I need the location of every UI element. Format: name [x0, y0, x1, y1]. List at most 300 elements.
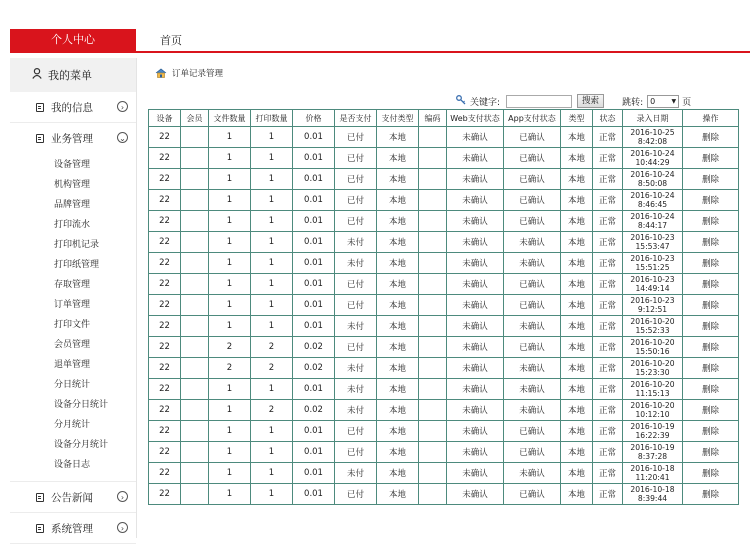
delete-link[interactable]: 删除 [683, 232, 739, 253]
submenu-item[interactable]: 打印纸管理 [54, 260, 100, 270]
table-cell: 0.01 [293, 295, 335, 316]
sidebar-section[interactable] [10, 92, 136, 123]
entry-date: 2016-10-20 [630, 400, 675, 410]
delete-link[interactable]: 删除 [683, 421, 739, 442]
table-cell: 本地 [377, 295, 419, 316]
table-row [149, 274, 739, 295]
table-cell [419, 484, 447, 505]
table-cell: 1 [251, 127, 293, 148]
delete-link[interactable]: 删除 [683, 337, 739, 358]
table-cell: 正常 [593, 148, 623, 169]
entry-time: 10:12:10 [635, 410, 670, 419]
key-icon [456, 95, 466, 108]
table-cell: 已付 [335, 274, 377, 295]
column-header: 支付类型 [377, 110, 419, 127]
table-cell [419, 337, 447, 358]
table-cell: 本地 [377, 484, 419, 505]
entry-time: 14:49:14 [635, 284, 670, 293]
table-cell: 1 [251, 484, 293, 505]
home-icon [155, 68, 167, 78]
column-header: 状态 [593, 110, 623, 127]
table-cell: 未付 [335, 358, 377, 379]
table-cell: 22 [149, 463, 181, 484]
table-cell: 2 [209, 358, 251, 379]
table-cell: 未确认 [504, 379, 561, 400]
table-cell: 1 [251, 442, 293, 463]
date-cell [623, 358, 683, 379]
table-cell: 正常 [593, 232, 623, 253]
entry-date: 2016-10-19 [630, 442, 675, 452]
table-cell: 22 [149, 127, 181, 148]
submenu-item[interactable]: 设备管理 [54, 160, 91, 170]
table-cell: 22 [149, 421, 181, 442]
entry-date: 2016-10-23 [630, 274, 675, 284]
table-cell: 正常 [593, 400, 623, 421]
chevron-down-icon: ▼ [671, 97, 677, 105]
table-cell: 22 [149, 211, 181, 232]
table-cell [181, 337, 209, 358]
submenu-item[interactable]: 订单管理 [54, 300, 91, 310]
table-cell: 22 [149, 379, 181, 400]
entry-time: 11:20:41 [635, 473, 670, 482]
entry-date: 2016-10-23 [630, 295, 675, 305]
table-cell [181, 400, 209, 421]
delete-link[interactable]: 删除 [683, 169, 739, 190]
table-cell [181, 484, 209, 505]
table-cell: 已付 [335, 127, 377, 148]
chevron-down-icon[interactable]: ⌄ [117, 132, 128, 143]
table-cell: 已确认 [504, 337, 561, 358]
table-cell: 2 [209, 337, 251, 358]
table-cell: 0.01 [293, 169, 335, 190]
table-cell [181, 316, 209, 337]
table-cell: 本地 [561, 442, 593, 463]
table-cell: 正常 [593, 190, 623, 211]
delete-link[interactable]: 删除 [683, 211, 739, 232]
entry-date: 2016-10-23 [630, 232, 675, 242]
table-cell: 已确认 [504, 127, 561, 148]
table-cell: 本地 [561, 127, 593, 148]
table-cell: 正常 [593, 421, 623, 442]
table-cell: 未确认 [447, 379, 504, 400]
date-cell [623, 253, 683, 274]
table-cell: 2 [251, 337, 293, 358]
search-bar [456, 94, 691, 108]
submenu-item[interactable]: 设备日志 [54, 460, 91, 470]
table-cell: 1 [209, 274, 251, 295]
keyword-input[interactable] [506, 95, 572, 108]
table-cell: 正常 [593, 337, 623, 358]
table-cell: 正常 [593, 358, 623, 379]
table-cell: 已确认 [504, 190, 561, 211]
entry-date: 2016-10-24 [630, 169, 675, 179]
table-cell: 未确认 [447, 127, 504, 148]
delete-link[interactable]: 删除 [683, 400, 739, 421]
table-row [149, 421, 739, 442]
table-cell: 本地 [377, 190, 419, 211]
table-cell: 已付 [335, 484, 377, 505]
table-cell: 1 [209, 316, 251, 337]
table-cell: 本地 [561, 400, 593, 421]
delete-link[interactable]: 删除 [683, 295, 739, 316]
top-bar [0, 0, 750, 52]
table-cell: 未确认 [447, 211, 504, 232]
table-cell: 1 [209, 484, 251, 505]
date-cell [623, 232, 683, 253]
table-cell: 未付 [335, 379, 377, 400]
table-cell: 1 [251, 253, 293, 274]
submenu-item[interactable]: 分月统计 [54, 420, 91, 430]
sidebar-section-label: 业务管理 [51, 132, 93, 145]
table-cell: 正常 [593, 127, 623, 148]
table-cell [181, 421, 209, 442]
table-cell: 0.01 [293, 148, 335, 169]
column-header: 录入日期 [623, 110, 683, 127]
table-cell: 0.01 [293, 232, 335, 253]
date-cell [623, 484, 683, 505]
chevron-right-icon[interactable]: › [117, 101, 128, 112]
entry-date: 2016-10-19 [630, 421, 675, 431]
table-cell: 22 [149, 295, 181, 316]
table-row [149, 253, 739, 274]
column-header: 会员 [181, 110, 209, 127]
sidebar-section-label: 公告新闻 [51, 491, 93, 504]
table-cell: 未确认 [504, 232, 561, 253]
table-cell: 22 [149, 169, 181, 190]
table-cell: 本地 [561, 148, 593, 169]
date-cell [623, 169, 683, 190]
table-cell: 22 [149, 400, 181, 421]
table-cell: 未确认 [447, 463, 504, 484]
table-cell [419, 232, 447, 253]
table-cell: 1 [209, 295, 251, 316]
delete-link[interactable]: 删除 [683, 148, 739, 169]
table-cell [181, 358, 209, 379]
table-cell: 本地 [561, 253, 593, 274]
submenu-item[interactable]: 打印机记录 [54, 240, 100, 250]
entry-time: 9:12:51 [637, 305, 668, 314]
table-cell: 本地 [377, 421, 419, 442]
page-select[interactable] [647, 95, 679, 108]
submenu-item[interactable]: 机构管理 [54, 180, 91, 190]
entry-time: 15:50:16 [635, 347, 670, 356]
entry-time: 15:53:47 [635, 242, 670, 251]
delete-link[interactable]: 删除 [683, 379, 739, 400]
search-button[interactable]: 搜索 [577, 94, 604, 108]
submenu-item[interactable]: 退单管理 [54, 360, 91, 370]
table-cell [419, 127, 447, 148]
table-cell: 1 [209, 421, 251, 442]
table-cell: 本地 [377, 274, 419, 295]
table-cell: 0.01 [293, 421, 335, 442]
table-cell: 未确认 [447, 169, 504, 190]
table-cell [181, 190, 209, 211]
submenu-item[interactable]: 打印流水 [54, 220, 91, 230]
table-cell [181, 442, 209, 463]
table-cell: 已付 [335, 442, 377, 463]
table-cell: 本地 [377, 316, 419, 337]
table-cell: 正常 [593, 295, 623, 316]
table-cell: 正常 [593, 463, 623, 484]
table-cell: 本地 [561, 232, 593, 253]
keyword-label: 关键字: [470, 97, 501, 108]
table-cell: 22 [149, 358, 181, 379]
table-cell: 正常 [593, 274, 623, 295]
table-cell: 1 [251, 169, 293, 190]
table-row [149, 358, 739, 379]
date-cell [623, 316, 683, 337]
table-cell: 2 [251, 358, 293, 379]
table-cell: 1 [209, 148, 251, 169]
table-row [149, 463, 739, 484]
table-cell: 未付 [335, 316, 377, 337]
table-cell: 本地 [377, 400, 419, 421]
column-header: App支付状态 [504, 110, 561, 127]
table-cell: 已确认 [504, 295, 561, 316]
table-cell [419, 379, 447, 400]
home-tab[interactable]: 首页 [160, 34, 182, 47]
table-cell: 22 [149, 316, 181, 337]
table-cell: 本地 [377, 148, 419, 169]
table-cell: 1 [251, 232, 293, 253]
table-cell: 1 [209, 232, 251, 253]
entry-date: 2016-10-24 [630, 148, 675, 158]
table-cell: 本地 [377, 253, 419, 274]
delete-link[interactable]: 删除 [683, 253, 739, 274]
table-row [149, 127, 739, 148]
header-divider [10, 51, 750, 53]
table-cell: 正常 [593, 211, 623, 232]
table-cell: 未确认 [504, 358, 561, 379]
table-cell: 未确认 [447, 274, 504, 295]
entry-date: 2016-10-20 [630, 316, 675, 326]
delete-link[interactable]: 删除 [683, 316, 739, 337]
entry-date: 2016-10-25 [630, 127, 675, 137]
table-cell [419, 316, 447, 337]
table-cell: 已确认 [504, 148, 561, 169]
date-cell [623, 211, 683, 232]
table-cell: 未确认 [504, 400, 561, 421]
document-icon [36, 493, 44, 502]
table-cell: 正常 [593, 253, 623, 274]
table-cell: 已付 [335, 211, 377, 232]
table-row [149, 379, 739, 400]
submenu-item[interactable]: 分日统计 [54, 380, 91, 390]
document-icon [36, 103, 44, 112]
table-cell: 未确认 [447, 358, 504, 379]
column-header: Web支付状态 [447, 110, 504, 127]
table-cell: 未确认 [447, 484, 504, 505]
column-header: 类型 [561, 110, 593, 127]
delete-link[interactable]: 删除 [683, 190, 739, 211]
table-cell: 2 [251, 400, 293, 421]
submenu-item[interactable]: 设备分日统计 [54, 400, 109, 410]
table-cell [419, 463, 447, 484]
table-cell: 本地 [377, 337, 419, 358]
table-cell: 未付 [335, 232, 377, 253]
table-cell: 本地 [561, 463, 593, 484]
table-cell: 未确认 [447, 421, 504, 442]
date-cell [623, 400, 683, 421]
table-row [149, 337, 739, 358]
table-cell [419, 190, 447, 211]
table-cell: 22 [149, 274, 181, 295]
table-cell: 0.01 [293, 463, 335, 484]
table-cell: 未确认 [504, 253, 561, 274]
table-cell: 正常 [593, 169, 623, 190]
table-cell: 未确认 [447, 400, 504, 421]
table-cell: 22 [149, 484, 181, 505]
table-cell: 本地 [561, 379, 593, 400]
table-row [149, 316, 739, 337]
table-cell: 本地 [377, 232, 419, 253]
delete-link[interactable]: 删除 [683, 484, 739, 505]
table-cell: 1 [251, 316, 293, 337]
document-icon [36, 134, 44, 143]
table-cell: 未确认 [447, 295, 504, 316]
submenu-item[interactable]: 设备分月统计 [54, 440, 109, 450]
table-cell [181, 379, 209, 400]
date-cell [623, 190, 683, 211]
table-cell: 已付 [335, 169, 377, 190]
table-cell: 本地 [561, 316, 593, 337]
table-cell: 1 [209, 253, 251, 274]
table-cell: 未确认 [504, 316, 561, 337]
table-cell: 0.02 [293, 358, 335, 379]
table-cell: 已确认 [504, 442, 561, 463]
table-cell [419, 148, 447, 169]
entry-time: 15:51:25 [635, 263, 670, 272]
table-cell: 22 [149, 190, 181, 211]
table-cell: 22 [149, 148, 181, 169]
date-cell [623, 379, 683, 400]
sidebar-section[interactable] [10, 482, 136, 513]
table-cell: 已确认 [504, 169, 561, 190]
submenu-item[interactable]: 打印文件 [54, 320, 91, 330]
table-cell [181, 274, 209, 295]
entry-time: 16:22:39 [635, 431, 670, 440]
chevron-right-icon[interactable]: › [117, 491, 128, 502]
entry-date: 2016-10-24 [630, 190, 675, 200]
table-cell: 已付 [335, 190, 377, 211]
table-cell: 1 [209, 400, 251, 421]
table-cell: 未确认 [504, 463, 561, 484]
table-cell: 未付 [335, 253, 377, 274]
user-center-tab[interactable]: 个人中心 [10, 29, 136, 51]
column-header: 编码 [419, 110, 447, 127]
table-cell: 0.01 [293, 316, 335, 337]
date-cell [623, 463, 683, 484]
entry-date: 2016-10-18 [630, 484, 675, 494]
entry-date: 2016-10-24 [630, 211, 675, 221]
column-header: 文件数量 [209, 110, 251, 127]
entry-time: 8:39:44 [637, 494, 668, 503]
table-cell: 0.01 [293, 211, 335, 232]
submenu-item[interactable]: 品牌管理 [54, 200, 91, 210]
table-cell: 未确认 [447, 253, 504, 274]
column-header: 设备 [149, 110, 181, 127]
entry-time: 11:15:13 [635, 389, 670, 398]
table-cell: 未确认 [447, 148, 504, 169]
jump-label: 跳转: [622, 97, 644, 108]
submenu [10, 153, 136, 482]
date-cell [623, 442, 683, 463]
entry-date: 2016-10-23 [630, 253, 675, 263]
entry-time: 8:50:08 [637, 179, 668, 188]
table-cell: 0.01 [293, 484, 335, 505]
table-cell: 已确认 [504, 484, 561, 505]
table-cell: 已付 [335, 421, 377, 442]
table-cell: 本地 [561, 295, 593, 316]
table-cell: 本地 [561, 421, 593, 442]
entry-time: 8:37:28 [637, 452, 668, 461]
entry-time: 8:44:17 [637, 221, 668, 230]
table-cell: 本地 [377, 442, 419, 463]
table-cell: 未确认 [447, 442, 504, 463]
delete-link[interactable]: 删除 [683, 442, 739, 463]
sidebar-section-label: 我的信息 [51, 101, 93, 114]
table-row [149, 442, 739, 463]
chevron-right-icon[interactable]: › [117, 522, 128, 533]
sidebar-section-label: 系统管理 [51, 522, 93, 535]
table-cell: 已付 [335, 337, 377, 358]
document-icon [36, 524, 44, 533]
sidebar-section[interactable] [10, 123, 136, 153]
table-cell [181, 211, 209, 232]
table-cell: 1 [251, 295, 293, 316]
delete-link[interactable]: 删除 [683, 274, 739, 295]
table-cell: 本地 [561, 274, 593, 295]
table-cell: 22 [149, 337, 181, 358]
column-header: 打印数量 [251, 110, 293, 127]
date-cell [623, 337, 683, 358]
table-cell: 1 [209, 169, 251, 190]
table-cell: 1 [209, 463, 251, 484]
table-cell: 0.01 [293, 127, 335, 148]
table-row [149, 169, 739, 190]
table-cell [181, 232, 209, 253]
table-row [149, 148, 739, 169]
table-cell: 本地 [561, 358, 593, 379]
table-cell: 正常 [593, 484, 623, 505]
table-cell: 正常 [593, 442, 623, 463]
table-cell: 0.01 [293, 379, 335, 400]
table-cell: 1 [209, 442, 251, 463]
delete-link[interactable]: 删除 [683, 463, 739, 484]
delete-link[interactable]: 删除 [683, 127, 739, 148]
entry-time: 8:42:08 [637, 137, 668, 146]
table-cell: 本地 [377, 127, 419, 148]
breadcrumb [155, 67, 223, 79]
table-cell: 本地 [377, 379, 419, 400]
submenu-item[interactable]: 存取管理 [54, 280, 91, 290]
table-cell: 已付 [335, 295, 377, 316]
date-cell [623, 295, 683, 316]
delete-link[interactable]: 删除 [683, 358, 739, 379]
table-cell: 已确认 [504, 421, 561, 442]
sidebar-section[interactable] [10, 513, 136, 544]
order-records-table [148, 109, 739, 505]
table-row [149, 484, 739, 505]
table-cell [419, 211, 447, 232]
my-menu-header [10, 58, 136, 92]
table-cell: 1 [209, 127, 251, 148]
date-cell [623, 421, 683, 442]
submenu-item[interactable]: 会员管理 [54, 340, 91, 350]
table-cell: 22 [149, 253, 181, 274]
table-cell: 1 [251, 148, 293, 169]
table-cell: 1 [209, 379, 251, 400]
